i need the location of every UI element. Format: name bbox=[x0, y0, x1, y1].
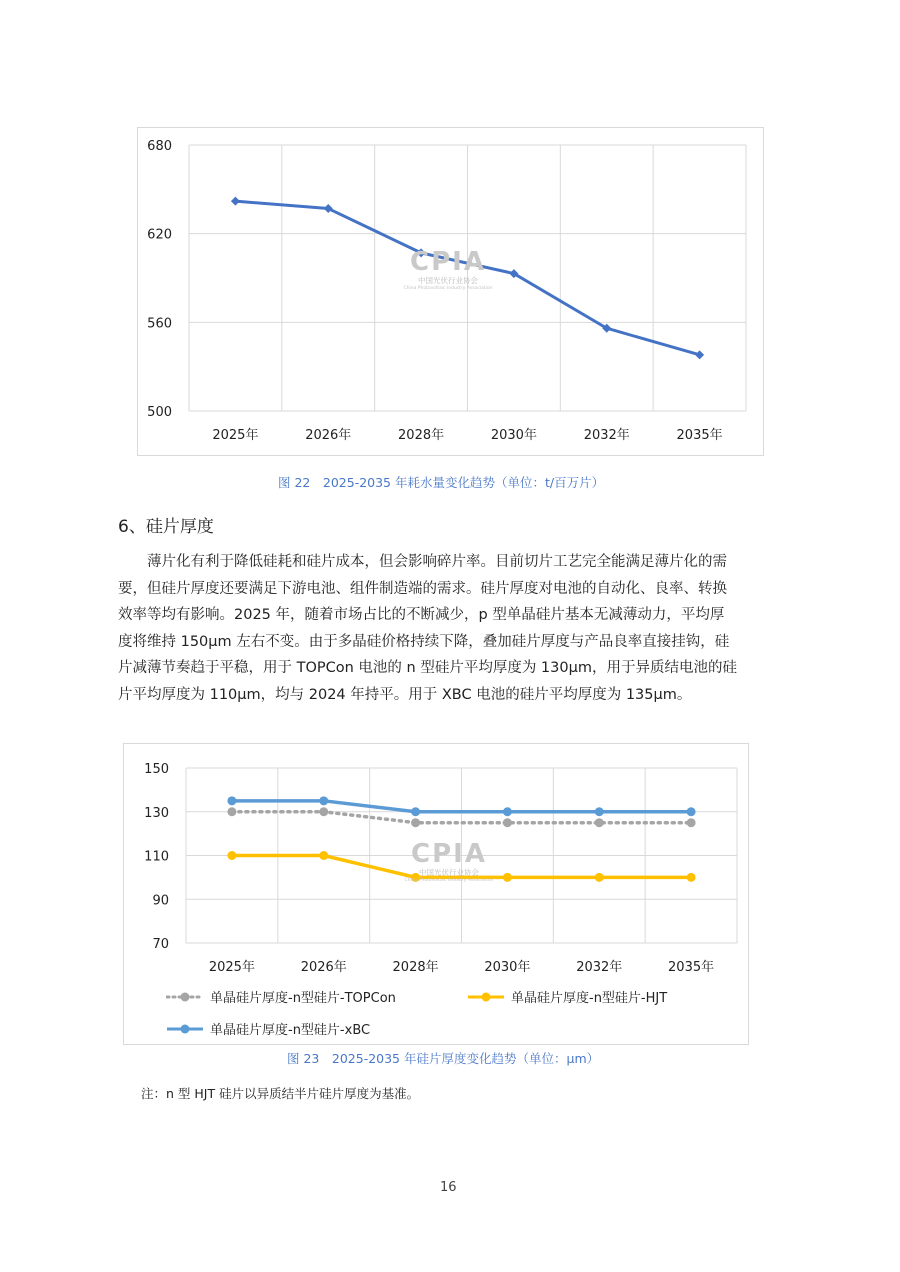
y-tick-label: 680 bbox=[147, 139, 172, 154]
data-point-marker bbox=[227, 796, 236, 805]
y-tick-label: 110 bbox=[144, 849, 169, 865]
x-tick-label: 2028年 bbox=[392, 960, 439, 975]
data-point-marker bbox=[231, 197, 240, 206]
data-point-marker bbox=[595, 807, 604, 816]
data-point-marker bbox=[319, 851, 328, 860]
page-number: 16 bbox=[440, 1180, 457, 1195]
watermark-en: China Photovoltaic Industry Association bbox=[403, 286, 493, 291]
legend-swatch-hjt bbox=[467, 991, 505, 1003]
legend-swatch-xbc bbox=[166, 1023, 204, 1035]
y-tick-label: 130 bbox=[144, 805, 169, 821]
data-point-marker bbox=[411, 807, 420, 816]
y-tick-label: 560 bbox=[147, 316, 172, 332]
data-point-marker bbox=[503, 873, 512, 882]
cpia-watermark bbox=[393, 248, 503, 292]
legend-label-xbc: 单晶硅片厚度-n型硅片-xBC bbox=[210, 1023, 371, 1038]
paragraph-line: 效率等均有影响。2025 年，随着市场占比的不断减少，p 型单晶硅片基本无减薄动力，平均厚 bbox=[118, 607, 725, 624]
watermark-cn: 中国光伏行业协会 bbox=[419, 868, 479, 877]
wafer-thickness-chart bbox=[123, 743, 749, 1045]
watermark-mark: CPIA bbox=[411, 839, 487, 869]
x-tick-label: 2026年 bbox=[305, 428, 352, 443]
data-point-marker bbox=[227, 807, 236, 816]
data-point-marker bbox=[319, 807, 328, 816]
legend-item-topcon bbox=[166, 987, 396, 1006]
data-point-marker bbox=[595, 818, 604, 827]
data-point-marker bbox=[411, 818, 420, 827]
data-point-marker bbox=[595, 873, 604, 882]
x-tick-label: 2025年 bbox=[212, 428, 259, 443]
x-tick-label: 2035年 bbox=[668, 960, 715, 975]
paragraph-line: 片减薄节奏趋于平稳，用于 TOPCon 电池的 n 型硅片平均厚度为 130μm，用于异质结电池的硅 bbox=[118, 660, 737, 677]
legend-label-topcon: 单晶硅片厚度-n型硅片-TOPCon bbox=[210, 991, 396, 1006]
data-point-marker bbox=[687, 818, 696, 827]
legend-item-hjt bbox=[467, 987, 667, 1006]
body-paragraph bbox=[118, 549, 784, 709]
legend-swatch-topcon bbox=[166, 991, 204, 1003]
x-tick-label: 2025年 bbox=[208, 960, 255, 975]
paragraph-line: 度将维持 150μm 左右不变。由于多晶硅价格持续下降，叠加硅片厚度与产品良率直接挂钩，硅 bbox=[118, 633, 730, 650]
x-tick-label: 2035年 bbox=[676, 428, 723, 443]
watermark-en: China Photovoltaic Industry Association bbox=[404, 878, 494, 883]
y-tick-label: 150 bbox=[144, 762, 169, 777]
x-tick-label: 2032年 bbox=[583, 428, 630, 443]
y-tick-label: 70 bbox=[152, 937, 169, 952]
data-point-marker bbox=[503, 818, 512, 827]
x-tick-label: 2032年 bbox=[576, 960, 623, 975]
section-title: 6、硅片厚度 bbox=[118, 517, 214, 537]
paragraph-line: 片平均厚度为 110μm，均与 2024 年持平。用于 XBC 电池的硅片平均厚度为 135μm。 bbox=[118, 686, 692, 703]
data-point-marker bbox=[319, 796, 328, 805]
figure-22-caption: 图 22 2025-2035 年耗水量变化趋势（单位：t/百万片） bbox=[278, 475, 605, 490]
watermark-mark: CPIA bbox=[410, 247, 486, 277]
figure-23-caption: 图 23 2025-2035 年硅片厚度变化趋势（单位：μm） bbox=[287, 1051, 600, 1066]
watermark-cn: 中国光伏行业协会 bbox=[418, 276, 478, 285]
data-point-marker bbox=[503, 807, 512, 816]
y-tick-label: 500 bbox=[147, 405, 172, 420]
legend-item-xbc bbox=[166, 1019, 370, 1038]
y-tick-label: 620 bbox=[147, 227, 172, 243]
data-point-marker bbox=[687, 807, 696, 816]
paragraph-line: 要，但硅片厚度还要满足下游电池、组件制造端的需求。硅片厚度对电池的自动化、良率、转换 bbox=[118, 580, 727, 597]
data-point-marker bbox=[687, 873, 696, 882]
cpia-watermark bbox=[394, 840, 504, 884]
x-tick-label: 2026年 bbox=[300, 960, 347, 975]
data-point-marker bbox=[695, 350, 704, 359]
paragraph-line: 薄片化有利于降低硅耗和硅片成本，但会影响碎片率。目前切片工艺完全能满足薄片化的需 bbox=[118, 554, 727, 570]
footnote: 注：n 型 HJT 硅片以异质结半片硅片厚度为基准。 bbox=[141, 1086, 420, 1101]
x-tick-label: 2028年 bbox=[398, 428, 445, 443]
x-tick-label: 2030年 bbox=[490, 428, 537, 443]
data-point-marker bbox=[227, 851, 236, 860]
legend-label-hjt: 单晶硅片厚度-n型硅片-HJT bbox=[511, 991, 668, 1006]
y-tick-label: 90 bbox=[152, 893, 169, 909]
water-consumption-chart bbox=[137, 127, 764, 456]
x-tick-label: 2030年 bbox=[484, 960, 531, 975]
